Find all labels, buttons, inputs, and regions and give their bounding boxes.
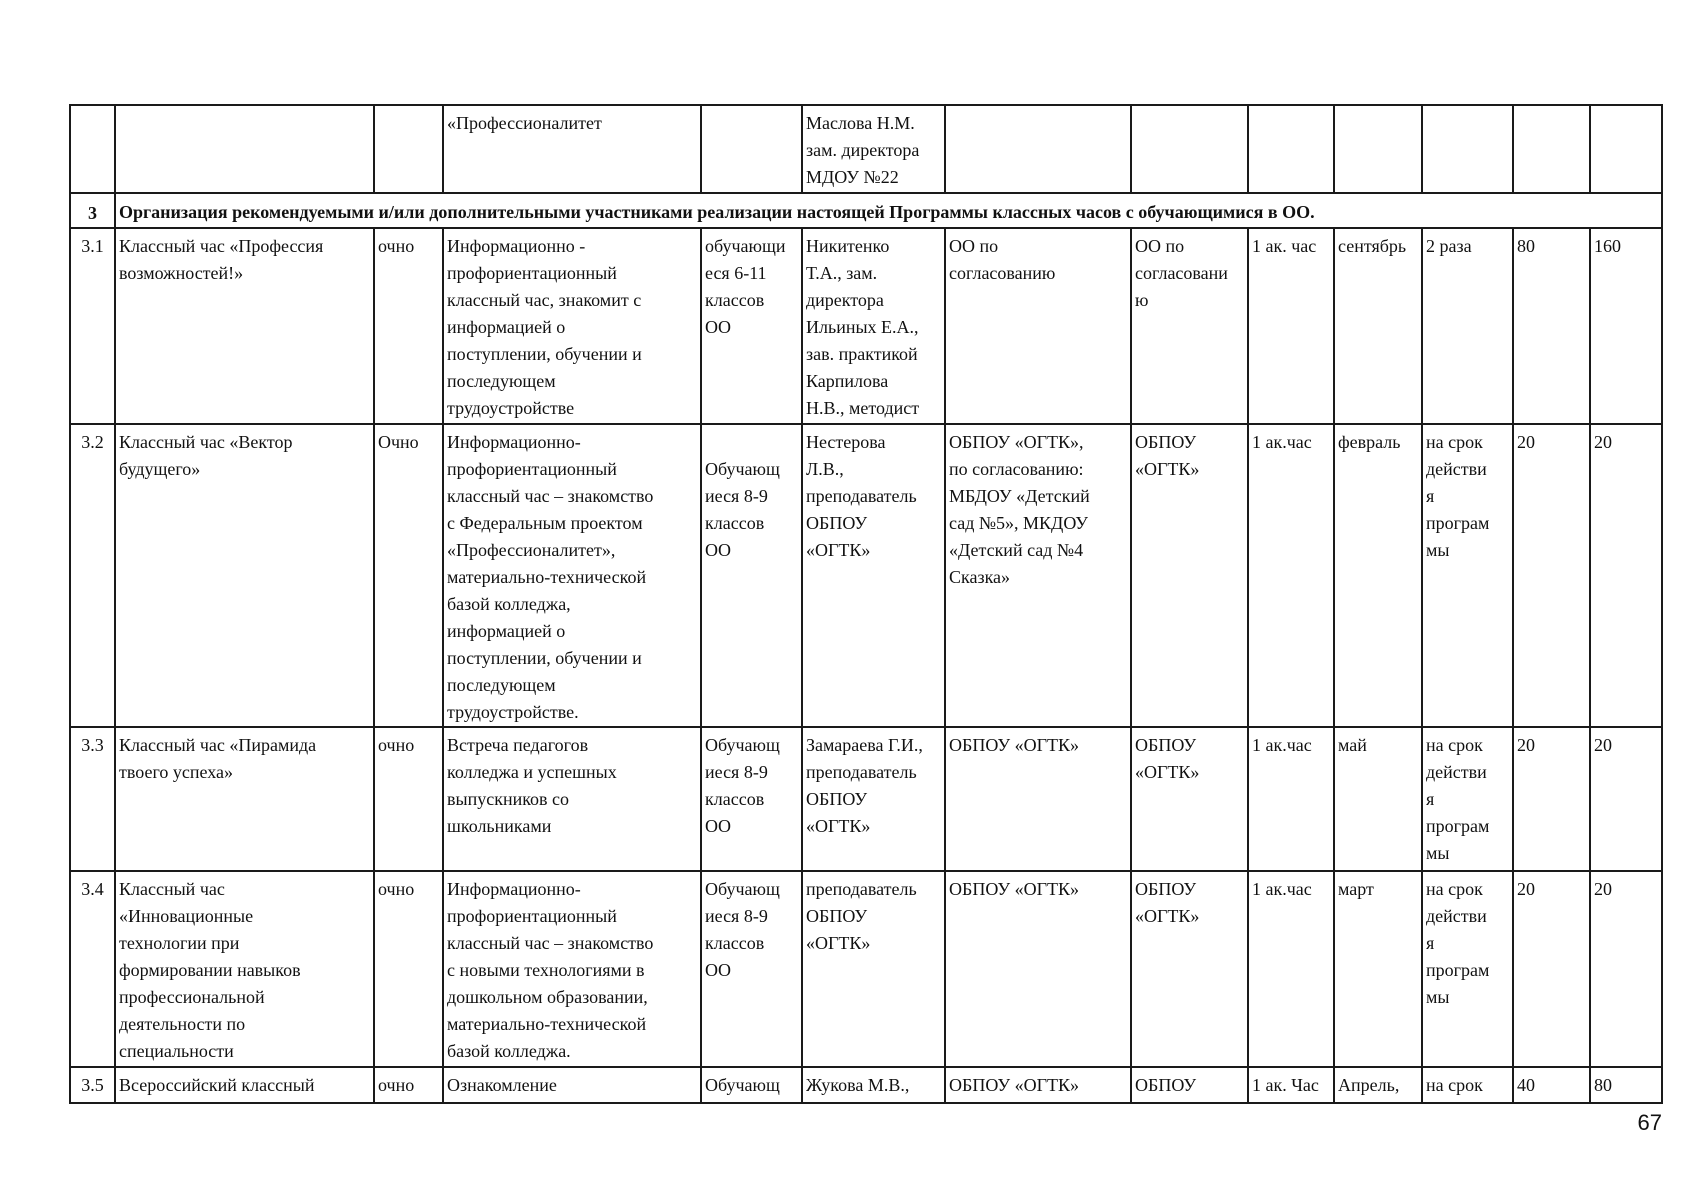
cell-description: «Профессионалитет: [443, 105, 701, 193]
cell-participants: обучающи еся 6-11 классов ОО: [701, 228, 802, 424]
cell-duration: 1 ак.час: [1248, 424, 1334, 727]
cell-description: Информационно- профориентационный классный час – знакомство с новыми технологиями в дошкольном образовании, материально-технической базой колледжа.: [443, 871, 701, 1067]
cell-name: Классный час «Пирамида твоего успеха»: [115, 727, 374, 871]
section-number: 3: [70, 193, 115, 228]
cell-form: очно: [374, 727, 443, 871]
program-table: [69, 104, 1663, 1104]
cell-venue: ОБПОУ «ОГТК»: [1131, 424, 1248, 727]
cell-responsible: Никитенко Т.А., зам. директора Ильиных Е.А., зав. практикой Карпилова Н.В., методист: [802, 228, 945, 424]
table-row: [70, 1067, 1662, 1103]
cell-count2: 80: [1590, 1067, 1662, 1103]
cell-name: [115, 105, 374, 193]
cell-num: 3.3: [70, 727, 115, 871]
cell-count2: 20: [1590, 424, 1662, 727]
cell-organizer: ОБПОУ «ОГТК»: [945, 727, 1131, 871]
cell-count2: 160: [1590, 228, 1662, 424]
table-row: [70, 424, 1662, 727]
table-row: [70, 228, 1662, 424]
cell-count1: 40: [1513, 1067, 1590, 1103]
cell-period: май: [1334, 727, 1422, 871]
cell-form: [374, 105, 443, 193]
cell-period: март: [1334, 871, 1422, 1067]
cell-count1: 20: [1513, 727, 1590, 871]
cell-responsible: Маслова Н.М. зам. директора МДОУ №22: [802, 105, 945, 193]
cell-description: Информационно- профориентационный классный час – знакомство с Федеральным проектом «Профессионалитет», материально-технической базой колледжа, информацией о поступлении, обучении и последующем трудоустройстве.: [443, 424, 701, 727]
page-number: 67: [1637, 1110, 1662, 1135]
cell-venue: ОБПОУ «ОГТК»: [1131, 871, 1248, 1067]
cell-responsible: Нестерова Л.В., преподаватель ОБПОУ «ОГТК»: [802, 424, 945, 727]
cell-form: очно: [374, 871, 443, 1067]
cell-duration: 1 ак. Час: [1248, 1067, 1334, 1103]
cell-description: Информационно - профориентационный классный час, знакомит с информацией о поступлении, обучении и последующем трудоустройстве: [443, 228, 701, 424]
cell-form: Очно: [374, 424, 443, 727]
cell-name: Классный час «Вектор будущего»: [115, 424, 374, 727]
table-row-continuation: [70, 105, 1662, 193]
cell-name: Классный час «Инновационные технологии при формировании навыков профессиональной деятельности по специальности: [115, 871, 374, 1067]
cell-frequency: 2 раза: [1422, 228, 1513, 424]
cell-description: Встреча педагогов колледжа и успешных выпускников со школьниками: [443, 727, 701, 871]
cell-name: Всероссийский классный: [115, 1067, 374, 1103]
section-header-row: [70, 193, 1662, 228]
table-row: [70, 727, 1662, 871]
cell-count1: [1513, 105, 1590, 193]
cell-responsible: преподаватель ОБПОУ «ОГТК»: [802, 871, 945, 1067]
section-title: Организация рекомендуемыми и/или дополнительными участниками реализации настоящей Программы классных часов с обучающимися в ОО.: [115, 193, 1662, 228]
cell-participants: Обучающ иеся 8-9 классов ОО: [701, 424, 802, 727]
cell-duration: 1 ак.час: [1248, 871, 1334, 1067]
cell-form: очно: [374, 228, 443, 424]
cell-responsible: Замараева Г.И., преподаватель ОБПОУ «ОГТК»: [802, 727, 945, 871]
cell-organizer: ОБПОУ «ОГТК», по согласованию: МБДОУ «Детский сад №5», МКДОУ «Детский сад №4 Сказка»: [945, 424, 1131, 727]
cell-frequency: [1422, 105, 1513, 193]
cell-count1: 80: [1513, 228, 1590, 424]
cell-frequency: на срок действи я програм мы: [1422, 424, 1513, 727]
cell-organizer: ОБПОУ «ОГТК»: [945, 1067, 1131, 1103]
cell-count2: [1590, 105, 1662, 193]
cell-num: 3.4: [70, 871, 115, 1067]
cell-period: февраль: [1334, 424, 1422, 727]
cell-frequency: на срок: [1422, 1067, 1513, 1103]
cell-venue: [1131, 105, 1248, 193]
table-row: [70, 871, 1662, 1067]
cell-count1: 20: [1513, 871, 1590, 1067]
cell-participants: Обучающ: [701, 1067, 802, 1103]
cell-organizer: [945, 105, 1131, 193]
cell-venue: ОБПОУ: [1131, 1067, 1248, 1103]
cell-frequency: на срок действи я програм мы: [1422, 727, 1513, 871]
cell-count2: 20: [1590, 871, 1662, 1067]
cell-participants: Обучающ иеся 8-9 классов ОО: [701, 871, 802, 1067]
cell-count2: 20: [1590, 727, 1662, 871]
cell-venue: ОО по согласовани ю: [1131, 228, 1248, 424]
cell-count1: 20: [1513, 424, 1590, 727]
cell-period: Апрель,: [1334, 1067, 1422, 1103]
cell-num: 3.5: [70, 1067, 115, 1103]
cell-duration: 1 ак. час: [1248, 228, 1334, 424]
cell-frequency: на срок действи я програм мы: [1422, 871, 1513, 1067]
cell-organizer: ОО по согласованию: [945, 228, 1131, 424]
cell-form: очно: [374, 1067, 443, 1103]
cell-participants: Обучающ иеся 8-9 классов ОО: [701, 727, 802, 871]
cell-venue: ОБПОУ «ОГТК»: [1131, 727, 1248, 871]
cell-num: 3.1: [70, 228, 115, 424]
cell-num: 3.2: [70, 424, 115, 727]
cell-duration: [1248, 105, 1334, 193]
cell-responsible: Жукова М.В.,: [802, 1067, 945, 1103]
cell-num: [70, 105, 115, 193]
cell-period: сентябрь: [1334, 228, 1422, 424]
cell-period: [1334, 105, 1422, 193]
cell-participants: [701, 105, 802, 193]
cell-name: Классный час «Профессия возможностей!»: [115, 228, 374, 424]
cell-duration: 1 ак.час: [1248, 727, 1334, 871]
cell-organizer: ОБПОУ «ОГТК»: [945, 871, 1131, 1067]
cell-description: Ознакомление: [443, 1067, 701, 1103]
